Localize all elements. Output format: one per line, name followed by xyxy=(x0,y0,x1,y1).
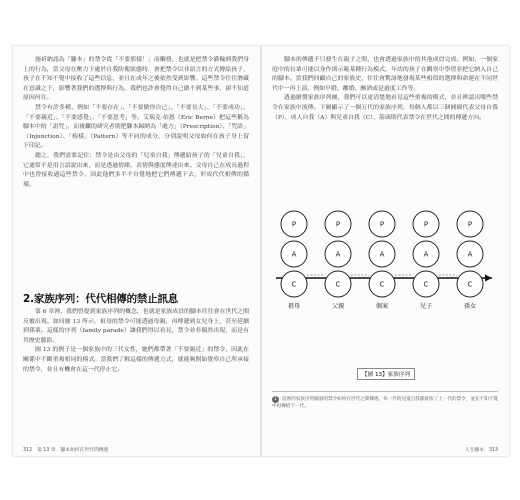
right-page xyxy=(272,56,498,451)
ego-state-label: A xyxy=(335,250,341,259)
right-page-body xyxy=(272,56,498,123)
family-parade-figure xyxy=(272,206,498,376)
book-spread xyxy=(12,45,510,457)
ego-state-label: A xyxy=(379,250,385,259)
ego-state-label: P xyxy=(291,220,297,229)
ego-state-label: C xyxy=(291,280,297,289)
generation-label: 父親 xyxy=(331,303,345,310)
left-page-body xyxy=(23,56,249,190)
left-page xyxy=(23,56,249,451)
figure-caption: 【圖 13】家族序列 xyxy=(357,368,415,380)
paragraph: 禁令有許多種，例如「不要存在」、「不要做你自己」、「不要長大」、「不要成功」、「不要親近」、「不要感覺」、「不要思考」等。艾瑞克·伯恩（Eric Berne）把這些稱為腳本中的「詛咒」，而後繼的研究者則把腳本歸納為「處方」（Prescription）、「咒語」（Injunction）、「榜樣」（Pattern）等不同的成分，分別說明父母如何在孩子身上留下印記。 xyxy=(23,104,249,150)
ego-state-label: A xyxy=(467,250,473,259)
page-footer: 人生腳本 313 xyxy=(464,448,498,453)
ego-state-label: A xyxy=(423,250,429,259)
generation-label: 兒子 xyxy=(419,303,433,310)
paragraph: 腳本的傳遞不只發生在親子之間，也會透過家族中的其他成員完成。例如，一個家庭中的長輩可能以身作則示範某種行為模式，年幼的孩子在觀察中學習並把它納入自己的腳本。當我們回顧自己的家族史，往往會驚訝地發現某些相似的選擇與命運在不同世代中一再上演，例如早婚、離婚、酗酒或是過度工作等。 xyxy=(272,57,498,92)
paragraph: 透過繪製家族序列圖，我們可以更清楚地看見這些重複的模式，並且辨認出哪些禁令在家族中流傳。下圖顯示了一個五代的家族序列，每個人都以三個圓圈代表父母自我（P）、成人自我（A）與兒童自我（C），箭頭則代表禁令在世代之間的傳遞方向。 xyxy=(272,95,498,121)
footnote-text: 這裡的家族序列圖說明禁令如何在世代之間傳遞，每一代的兒童自我都接收了上一代的禁令，並在不知不覺中再傳給下一代。 xyxy=(272,397,498,409)
ego-state-label: C xyxy=(467,280,473,289)
ego-state-label: C xyxy=(335,280,341,289)
ego-state-label: P xyxy=(379,220,385,229)
footnote-number: 1 xyxy=(272,396,279,403)
arrow-head-icon xyxy=(485,275,492,282)
ego-state-label: A xyxy=(291,250,297,259)
generation-label: 祖母 xyxy=(287,303,301,310)
ego-state-label: P xyxy=(467,220,473,229)
footnote xyxy=(272,391,498,410)
section-body xyxy=(23,308,249,375)
ego-state-label: C xyxy=(423,280,429,289)
generation-label: 孫女 xyxy=(463,303,477,310)
paragraph: 第 6 章裡，我們曾提到家族序列的概念，也就是家族成員的腳本往往會在世代之間反覆出現。如同圖 13 所示，祖母的禁令可能透過母親，再傳遞到女兒身上，甚至延續到孫輩。這樣的序列（family parade）讓我們得以看見，禁令並非偶然出現，而是有其歷史脈絡。 xyxy=(23,309,249,344)
generation-label: 個案 xyxy=(375,303,389,310)
section-heading: 2.家族序列：代代相傳的禁止訊息 xyxy=(23,293,179,305)
ego-state-label: C xyxy=(379,280,385,289)
book-gutter xyxy=(260,46,262,456)
ego-state-label: P xyxy=(423,220,429,229)
paragraph: 施祈納認為「腳本」的禁令從「不要那樣！」而觸發，也就是把禁令灌輸到我們身上的行為，當父母在壓力下處於自我防衛狀態時，會把禁令以非語言的方式傳給孩子，孩子在不知不覺中接收了這些信息，並且在成年之後依然受到影響。這些禁令往往潛藏在意識之下，影響著我們的選擇與行為，我們也許會覺得自己做不到某些事，卻不知道原因何在。 xyxy=(23,57,249,102)
ego-state-label: P xyxy=(335,220,341,229)
paragraph: 圖 13 的例子是一個家族中的三代女性，她們都帶著「不要親近」的禁令，因此在關係中不斷重複相同的模式。當我們了解這樣的傳遞方式，就能夠開始覺察自己所承接的禁令，並且有機會在這一代停止它。 xyxy=(23,347,249,373)
page-footer: 312 第 13 章 腳本如何在世代間傳遞 xyxy=(23,448,109,453)
family-parade-diagram xyxy=(272,206,498,366)
paragraph: 總之，我們需要記住：禁令是由父母的「兒童自我」傳遞給孩子的「兒童自我」，它通常不是用言語說出來，而是透過情緒、表情與態度傳達出來。父母自己在成長過程中也曾接收過這些禁令，因此他們多半不自覺地把它們傳遞下去，形成代代相傳的循環。 xyxy=(23,152,249,188)
